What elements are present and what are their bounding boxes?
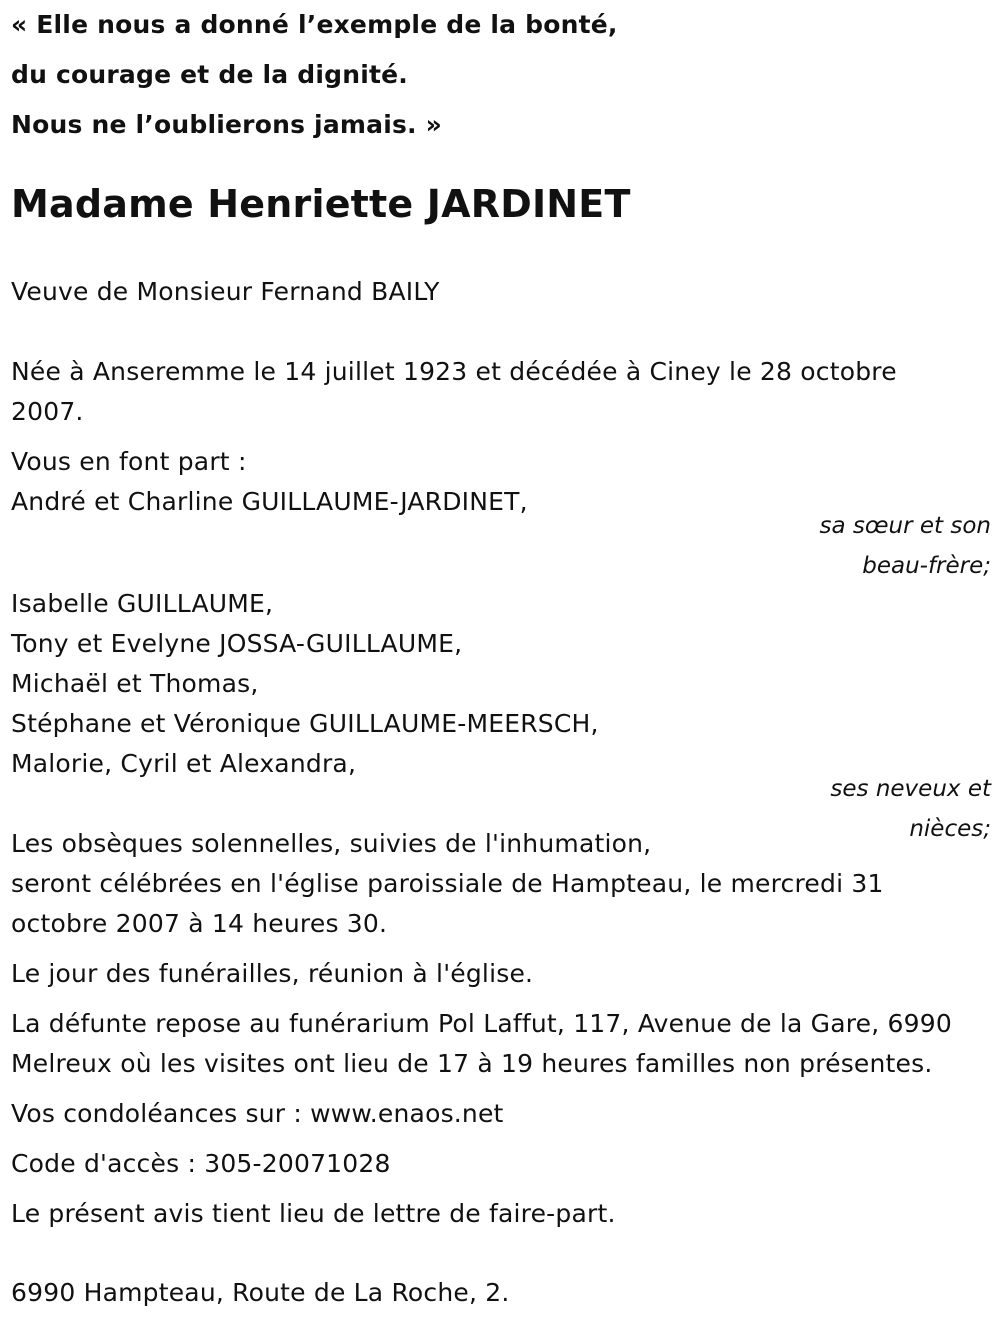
meeting-line: Le jour des funérailles, réunion à l'église. <box>11 959 534 988</box>
family-name: Tony et Evelyne JOSSA-GUILLAUME, <box>11 629 463 658</box>
quote-line-3: Nous ne l’oublierons jamais. » <box>11 110 443 139</box>
family-name: Stéphane et Véronique GUILLAUME-MEERSCH, <box>11 709 599 738</box>
deceased-name-title: Madame Henriette JARDINET <box>11 182 631 226</box>
funeral-line-2: seront célébrées en l'église paroissiale de Hampteau, le mercredi 31 <box>11 869 884 898</box>
repose-line-2: Melreux où les visites ont lieu de 17 à 19 heures familles non présentes. <box>11 1049 933 1078</box>
funeral-line-3: octobre 2007 à 14 heures 30. <box>11 909 388 938</box>
family-relation-line-1: ses neveux et <box>830 776 991 802</box>
announce-intro: Vous en font part : <box>11 447 247 476</box>
family-name: André et Charline GUILLAUME-JARDINET, <box>11 487 528 516</box>
birth-death-line-1: Née à Anseremme le 14 juillet 1923 et décédée à Ciney le 28 octobre <box>11 357 897 386</box>
notice-line: Le présent avis tient lieu de lettre de faire-part. <box>11 1199 616 1228</box>
access-code-line: Code d'accès : 305-20071028 <box>11 1149 391 1178</box>
family-name: Michaël et Thomas, <box>11 669 259 698</box>
widow-of-line: Veuve de Monsieur Fernand BAILY <box>11 277 440 306</box>
birth-death-line-2: 2007. <box>11 397 84 426</box>
funeral-line-1: Les obsèques solennelles, suivies de l'inhumation, <box>11 829 652 858</box>
condolences-line: Vos condoléances sur : www.enaos.net <box>11 1099 504 1128</box>
quote-line-2: du courage et de la dignité. <box>11 60 408 89</box>
family-relation-line-1: sa sœur et son <box>819 513 991 539</box>
obituary-notice <box>11 0 991 1328</box>
repose-line-1: La défunte repose au funérarium Pol Laffut, 117, Avenue de la Gare, 6990 <box>11 1009 952 1038</box>
address-line: 6990 Hampteau, Route de La Roche, 2. <box>11 1278 510 1307</box>
family-name: Isabelle GUILLAUME, <box>11 589 274 618</box>
family-relation-line-2: nièces; <box>909 816 991 842</box>
quote-line-1: « Elle nous a donné l’exemple de la bonté, <box>11 10 618 39</box>
family-relation-line-2: beau-frère; <box>862 553 991 579</box>
family-name: Malorie, Cyril et Alexandra, <box>11 749 357 778</box>
